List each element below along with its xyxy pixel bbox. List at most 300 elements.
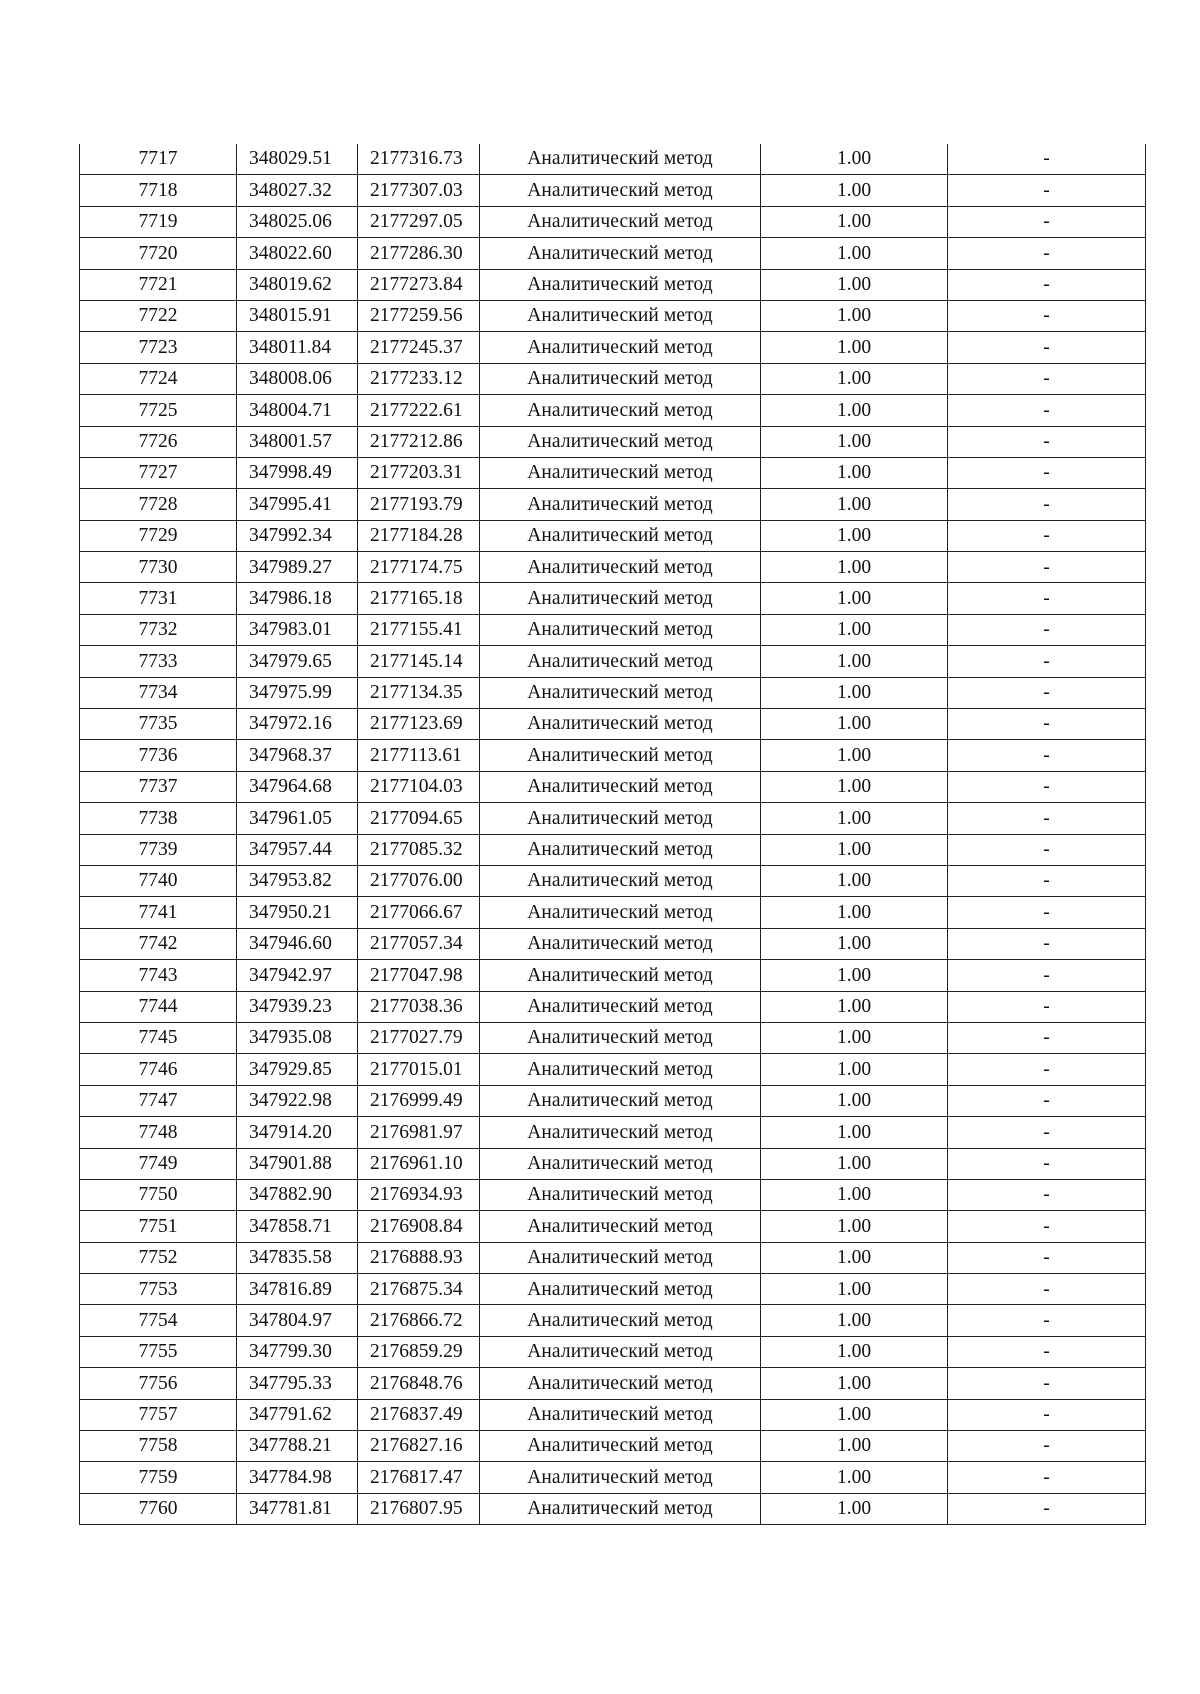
note-cell: - [948,1368,1146,1399]
x-coordinate-cell: 347961.05 [237,803,358,834]
y-coordinate-cell: 2176817.47 [358,1462,480,1493]
note-cell: - [948,1117,1146,1148]
table-row [80,834,1146,865]
x-coordinate-cell: 347992.34 [237,520,358,551]
accuracy-cell: 1.00 [761,1022,948,1053]
note-cell: - [948,583,1146,614]
x-coordinate-cell: 347983.01 [237,614,358,645]
method-cell: Аналитический метод [480,269,761,300]
table-row [80,897,1146,928]
table-row [80,1274,1146,1305]
point-number-cell: 7725 [80,395,237,426]
accuracy-cell: 1.00 [761,426,948,457]
y-coordinate-cell: 2177027.79 [358,1022,480,1053]
y-coordinate-cell: 2177145.14 [358,646,480,677]
x-coordinate-cell: 348027.32 [237,175,358,206]
note-cell: - [948,426,1146,457]
point-number-cell: 7736 [80,740,237,771]
y-coordinate-cell: 2176859.29 [358,1336,480,1367]
point-number-cell: 7749 [80,1148,237,1179]
note-cell: - [948,1399,1146,1430]
y-coordinate-cell: 2177155.41 [358,614,480,645]
table-row [80,614,1146,645]
method-cell: Аналитический метод [480,709,761,740]
note-cell: - [948,834,1146,865]
x-coordinate-cell: 348022.60 [237,238,358,269]
x-coordinate-cell: 348025.06 [237,206,358,237]
note-cell: - [948,709,1146,740]
point-number-cell: 7759 [80,1462,237,1493]
accuracy-cell: 1.00 [761,803,948,834]
table-row [80,803,1146,834]
point-number-cell: 7737 [80,771,237,802]
method-cell: Аналитический метод [480,1462,761,1493]
method-cell: Аналитический метод [480,1274,761,1305]
point-number-cell: 7726 [80,426,237,457]
y-coordinate-cell: 2176999.49 [358,1085,480,1116]
y-coordinate-cell: 2177085.32 [358,834,480,865]
point-number-cell: 7730 [80,552,237,583]
table-row [80,520,1146,551]
method-cell: Аналитический метод [480,1399,761,1430]
table-row [80,771,1146,802]
note-cell: - [948,206,1146,237]
accuracy-cell: 1.00 [761,614,948,645]
y-coordinate-cell: 2177297.05 [358,206,480,237]
point-number-cell: 7740 [80,865,237,896]
table-row [80,395,1146,426]
point-number-cell: 7751 [80,1211,237,1242]
point-number-cell: 7734 [80,677,237,708]
x-coordinate-cell: 347835.58 [237,1242,358,1273]
y-coordinate-cell: 2177076.00 [358,865,480,896]
table-row [80,991,1146,1022]
method-cell: Аналитический метод [480,583,761,614]
note-cell: - [948,646,1146,677]
x-coordinate-cell: 347989.27 [237,552,358,583]
method-cell: Аналитический метод [480,238,761,269]
point-number-cell: 7728 [80,489,237,520]
x-coordinate-cell: 347953.82 [237,865,358,896]
note-cell: - [948,1148,1146,1179]
table-row [80,1431,1146,1462]
method-cell: Аналитический метод [480,1054,761,1085]
note-cell: - [948,1462,1146,1493]
table-row [80,740,1146,771]
method-cell: Аналитический метод [480,1117,761,1148]
point-number-cell: 7720 [80,238,237,269]
note-cell: - [948,1179,1146,1210]
x-coordinate-cell: 347957.44 [237,834,358,865]
note-cell: - [948,960,1146,991]
method-cell: Аналитический метод [480,1085,761,1116]
table-row [80,1336,1146,1367]
accuracy-cell: 1.00 [761,1085,948,1116]
table-row [80,1022,1146,1053]
x-coordinate-cell: 348015.91 [237,300,358,331]
y-coordinate-cell: 2177104.03 [358,771,480,802]
note-cell: - [948,363,1146,394]
point-number-cell: 7745 [80,1022,237,1053]
method-cell: Аналитический метод [480,646,761,677]
x-coordinate-cell: 347998.49 [237,457,358,488]
note-cell: - [948,1085,1146,1116]
accuracy-cell: 1.00 [761,865,948,896]
y-coordinate-cell: 2177286.30 [358,238,480,269]
table-row [80,1305,1146,1336]
y-coordinate-cell: 2177174.75 [358,552,480,583]
coordinates-table [79,144,1146,1525]
accuracy-cell: 1.00 [761,960,948,991]
point-number-cell: 7742 [80,928,237,959]
accuracy-cell: 1.00 [761,144,948,175]
point-number-cell: 7732 [80,614,237,645]
x-coordinate-cell: 347791.62 [237,1399,358,1430]
x-coordinate-cell: 347935.08 [237,1022,358,1053]
table-row [80,489,1146,520]
x-coordinate-cell: 347922.98 [237,1085,358,1116]
y-coordinate-cell: 2177113.61 [358,740,480,771]
note-cell: - [948,1336,1146,1367]
point-number-cell: 7741 [80,897,237,928]
table-row [80,332,1146,363]
method-cell: Аналитический метод [480,426,761,457]
point-number-cell: 7727 [80,457,237,488]
point-number-cell: 7756 [80,1368,237,1399]
accuracy-cell: 1.00 [761,709,948,740]
table-row [80,677,1146,708]
y-coordinate-cell: 2176837.49 [358,1399,480,1430]
x-coordinate-cell: 347799.30 [237,1336,358,1367]
accuracy-cell: 1.00 [761,1211,948,1242]
accuracy-cell: 1.00 [761,269,948,300]
point-number-cell: 7747 [80,1085,237,1116]
method-cell: Аналитический метод [480,1493,761,1524]
y-coordinate-cell: 2177015.01 [358,1054,480,1085]
y-coordinate-cell: 2177245.37 [358,332,480,363]
table-row [80,1054,1146,1085]
table-row [80,583,1146,614]
x-coordinate-cell: 347914.20 [237,1117,358,1148]
accuracy-cell: 1.00 [761,238,948,269]
point-number-cell: 7717 [80,144,237,175]
y-coordinate-cell: 2177057.34 [358,928,480,959]
method-cell: Аналитический метод [480,991,761,1022]
point-number-cell: 7755 [80,1336,237,1367]
accuracy-cell: 1.00 [761,552,948,583]
accuracy-cell: 1.00 [761,1242,948,1273]
note-cell: - [948,144,1146,175]
x-coordinate-cell: 347964.68 [237,771,358,802]
accuracy-cell: 1.00 [761,1431,948,1462]
accuracy-cell: 1.00 [761,1274,948,1305]
note-cell: - [948,552,1146,583]
y-coordinate-cell: 2176875.34 [358,1274,480,1305]
accuracy-cell: 1.00 [761,363,948,394]
accuracy-cell: 1.00 [761,1148,948,1179]
accuracy-cell: 1.00 [761,1054,948,1085]
table-row [80,1085,1146,1116]
table-row [80,238,1146,269]
method-cell: Аналитический метод [480,363,761,394]
method-cell: Аналитический метод [480,520,761,551]
note-cell: - [948,928,1146,959]
method-cell: Аналитический метод [480,1211,761,1242]
note-cell: - [948,771,1146,802]
note-cell: - [948,269,1146,300]
y-coordinate-cell: 2176981.97 [358,1117,480,1148]
method-cell: Аналитический метод [480,1336,761,1367]
method-cell: Аналитический метод [480,865,761,896]
point-number-cell: 7738 [80,803,237,834]
method-cell: Аналитический метод [480,803,761,834]
accuracy-cell: 1.00 [761,1117,948,1148]
x-coordinate-cell: 347975.99 [237,677,358,708]
accuracy-cell: 1.00 [761,175,948,206]
point-number-cell: 7757 [80,1399,237,1430]
method-cell: Аналитический метод [480,1368,761,1399]
method-cell: Аналитический метод [480,1431,761,1462]
note-cell: - [948,1211,1146,1242]
method-cell: Аналитический метод [480,552,761,583]
note-cell: - [948,677,1146,708]
method-cell: Аналитический метод [480,771,761,802]
method-cell: Аналитический метод [480,395,761,426]
accuracy-cell: 1.00 [761,1462,948,1493]
y-coordinate-cell: 2177203.31 [358,457,480,488]
accuracy-cell: 1.00 [761,520,948,551]
note-cell: - [948,395,1146,426]
x-coordinate-cell: 347950.21 [237,897,358,928]
x-coordinate-cell: 347929.85 [237,1054,358,1085]
x-coordinate-cell: 347939.23 [237,991,358,1022]
point-number-cell: 7721 [80,269,237,300]
table-row [80,646,1146,677]
method-cell: Аналитический метод [480,1022,761,1053]
y-coordinate-cell: 2176807.95 [358,1493,480,1524]
note-cell: - [948,332,1146,363]
method-cell: Аналитический метод [480,1179,761,1210]
table-row [80,928,1146,959]
x-coordinate-cell: 347972.16 [237,709,358,740]
y-coordinate-cell: 2177222.61 [358,395,480,426]
y-coordinate-cell: 2177047.98 [358,960,480,991]
point-number-cell: 7752 [80,1242,237,1273]
point-number-cell: 7733 [80,646,237,677]
point-number-cell: 7744 [80,991,237,1022]
point-number-cell: 7719 [80,206,237,237]
point-number-cell: 7750 [80,1179,237,1210]
note-cell: - [948,489,1146,520]
method-cell: Аналитический метод [480,206,761,237]
x-coordinate-cell: 348029.51 [237,144,358,175]
accuracy-cell: 1.00 [761,1305,948,1336]
accuracy-cell: 1.00 [761,206,948,237]
x-coordinate-cell: 347788.21 [237,1431,358,1462]
accuracy-cell: 1.00 [761,457,948,488]
point-number-cell: 7753 [80,1274,237,1305]
point-number-cell: 7729 [80,520,237,551]
point-number-cell: 7731 [80,583,237,614]
method-cell: Аналитический метод [480,834,761,865]
y-coordinate-cell: 2177094.65 [358,803,480,834]
note-cell: - [948,803,1146,834]
table-row [80,144,1146,175]
note-cell: - [948,238,1146,269]
accuracy-cell: 1.00 [761,1493,948,1524]
table-row [80,1493,1146,1524]
point-number-cell: 7723 [80,332,237,363]
accuracy-cell: 1.00 [761,740,948,771]
method-cell: Аналитический метод [480,175,761,206]
table-row [80,1462,1146,1493]
x-coordinate-cell: 347901.88 [237,1148,358,1179]
y-coordinate-cell: 2177134.35 [358,677,480,708]
x-coordinate-cell: 347781.81 [237,1493,358,1524]
table-row [80,552,1146,583]
table-row [80,1368,1146,1399]
point-number-cell: 7758 [80,1431,237,1462]
table-row [80,709,1146,740]
method-cell: Аналитический метод [480,740,761,771]
note-cell: - [948,897,1146,928]
note-cell: - [948,1242,1146,1273]
point-number-cell: 7724 [80,363,237,394]
x-coordinate-cell: 348011.84 [237,332,358,363]
accuracy-cell: 1.00 [761,991,948,1022]
point-number-cell: 7760 [80,1493,237,1524]
note-cell: - [948,865,1146,896]
accuracy-cell: 1.00 [761,834,948,865]
accuracy-cell: 1.00 [761,1179,948,1210]
point-number-cell: 7748 [80,1117,237,1148]
point-number-cell: 7718 [80,175,237,206]
y-coordinate-cell: 2177165.18 [358,583,480,614]
y-coordinate-cell: 2176908.84 [358,1211,480,1242]
table-row [80,363,1146,394]
y-coordinate-cell: 2177066.67 [358,897,480,928]
x-coordinate-cell: 347979.65 [237,646,358,677]
point-number-cell: 7735 [80,709,237,740]
x-coordinate-cell: 347942.97 [237,960,358,991]
method-cell: Аналитический метод [480,300,761,331]
method-cell: Аналитический метод [480,1242,761,1273]
y-coordinate-cell: 2177212.86 [358,426,480,457]
x-coordinate-cell: 347882.90 [237,1179,358,1210]
point-number-cell: 7754 [80,1305,237,1336]
x-coordinate-cell: 348001.57 [237,426,358,457]
accuracy-cell: 1.00 [761,1399,948,1430]
y-coordinate-cell: 2176866.72 [358,1305,480,1336]
method-cell: Аналитический метод [480,677,761,708]
note-cell: - [948,300,1146,331]
y-coordinate-cell: 2177259.56 [358,300,480,331]
x-coordinate-cell: 348008.06 [237,363,358,394]
note-cell: - [948,520,1146,551]
accuracy-cell: 1.00 [761,489,948,520]
y-coordinate-cell: 2176827.16 [358,1431,480,1462]
y-coordinate-cell: 2177193.79 [358,489,480,520]
x-coordinate-cell: 347804.97 [237,1305,358,1336]
table-row [80,865,1146,896]
accuracy-cell: 1.00 [761,928,948,959]
x-coordinate-cell: 347995.41 [237,489,358,520]
accuracy-cell: 1.00 [761,897,948,928]
note-cell: - [948,1274,1146,1305]
table-row [80,1399,1146,1430]
method-cell: Аналитический метод [480,614,761,645]
note-cell: - [948,991,1146,1022]
table-row [80,457,1146,488]
table-row [80,1242,1146,1273]
table-row [80,1179,1146,1210]
y-coordinate-cell: 2177123.69 [358,709,480,740]
accuracy-cell: 1.00 [761,1336,948,1367]
y-coordinate-cell: 2176848.76 [358,1368,480,1399]
y-coordinate-cell: 2177307.03 [358,175,480,206]
table-row [80,206,1146,237]
y-coordinate-cell: 2177233.12 [358,363,480,394]
note-cell: - [948,1493,1146,1524]
method-cell: Аналитический метод [480,897,761,928]
table-row [80,1148,1146,1179]
x-coordinate-cell: 347784.98 [237,1462,358,1493]
x-coordinate-cell: 347986.18 [237,583,358,614]
table-row [80,1211,1146,1242]
accuracy-cell: 1.00 [761,646,948,677]
x-coordinate-cell: 348019.62 [237,269,358,300]
point-number-cell: 7746 [80,1054,237,1085]
x-coordinate-cell: 347795.33 [237,1368,358,1399]
method-cell: Аналитический метод [480,144,761,175]
accuracy-cell: 1.00 [761,300,948,331]
table-row [80,300,1146,331]
method-cell: Аналитический метод [480,1305,761,1336]
accuracy-cell: 1.00 [761,1368,948,1399]
y-coordinate-cell: 2176934.93 [358,1179,480,1210]
table-body [80,144,1146,1525]
accuracy-cell: 1.00 [761,395,948,426]
x-coordinate-cell: 347946.60 [237,928,358,959]
method-cell: Аналитический метод [480,332,761,363]
accuracy-cell: 1.00 [761,771,948,802]
accuracy-cell: 1.00 [761,583,948,614]
accuracy-cell: 1.00 [761,677,948,708]
note-cell: - [948,1305,1146,1336]
note-cell: - [948,1022,1146,1053]
y-coordinate-cell: 2176961.10 [358,1148,480,1179]
y-coordinate-cell: 2177038.36 [358,991,480,1022]
y-coordinate-cell: 2177184.28 [358,520,480,551]
method-cell: Аналитический метод [480,457,761,488]
note-cell: - [948,457,1146,488]
table-row [80,960,1146,991]
accuracy-cell: 1.00 [761,332,948,363]
x-coordinate-cell: 347816.89 [237,1274,358,1305]
method-cell: Аналитический метод [480,960,761,991]
method-cell: Аналитический метод [480,928,761,959]
method-cell: Аналитический метод [480,1148,761,1179]
table-row [80,426,1146,457]
note-cell: - [948,614,1146,645]
note-cell: - [948,1431,1146,1462]
point-number-cell: 7722 [80,300,237,331]
y-coordinate-cell: 2177316.73 [358,144,480,175]
note-cell: - [948,175,1146,206]
y-coordinate-cell: 2177273.84 [358,269,480,300]
note-cell: - [948,740,1146,771]
y-coordinate-cell: 2176888.93 [358,1242,480,1273]
